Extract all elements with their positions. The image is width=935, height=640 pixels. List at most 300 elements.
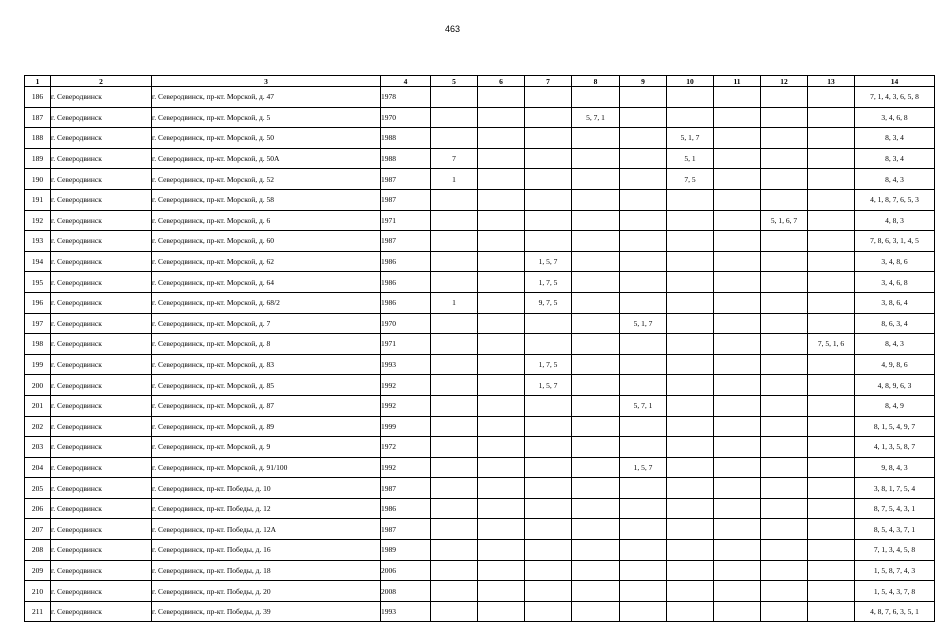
col13-cell: [808, 292, 855, 313]
col8-cell: 5, 7, 1: [572, 107, 620, 128]
col14-cell: 3, 4, 6, 8: [855, 107, 935, 128]
col14-cell: 8, 4, 3: [855, 169, 935, 190]
table-row: [25, 601, 935, 622]
col11-cell: [714, 354, 761, 375]
col9-cell: [620, 540, 667, 561]
col11-cell: [714, 313, 761, 334]
col9-cell: [620, 581, 667, 602]
col14-cell: 8, 5, 4, 3, 7, 1: [855, 519, 935, 540]
col7-cell: 1, 7, 5: [525, 272, 572, 293]
col13-cell: [808, 107, 855, 128]
col7-cell: [525, 498, 572, 519]
year-cell: 1987: [381, 169, 431, 190]
col5-cell: 7: [431, 148, 478, 169]
col12-cell: [761, 87, 808, 108]
city-cell: г. Северодвинск: [51, 189, 152, 210]
col12-cell: [761, 189, 808, 210]
col14-cell: 4, 8, 9, 6, 3: [855, 375, 935, 396]
city-cell: г. Северодвинск: [51, 478, 152, 499]
col6-cell: [478, 560, 525, 581]
column-header: 7: [525, 76, 572, 87]
address-cell: г. Северодвинск, пр-кт. Морской, д. 83: [152, 354, 381, 375]
col6-cell: [478, 313, 525, 334]
row-number-cell: 199: [25, 354, 51, 375]
year-cell: 2008: [381, 581, 431, 602]
table-row: [25, 292, 935, 313]
col8-cell: [572, 375, 620, 396]
table-row: [25, 457, 935, 478]
col7-cell: [525, 231, 572, 252]
col8-cell: [572, 354, 620, 375]
col13-cell: [808, 581, 855, 602]
col13-cell: [808, 540, 855, 561]
col5-cell: [431, 478, 478, 499]
col6-cell: [478, 251, 525, 272]
col8-cell: [572, 251, 620, 272]
col8-cell: [572, 169, 620, 190]
col13-cell: [808, 478, 855, 499]
col5-cell: [431, 354, 478, 375]
col6-cell: [478, 354, 525, 375]
year-cell: 1987: [381, 519, 431, 540]
col9-cell: 1, 5, 7: [620, 457, 667, 478]
col14-cell: 9, 8, 4, 3: [855, 457, 935, 478]
col6-cell: [478, 169, 525, 190]
address-cell: г. Северодвинск, пр-кт. Победы, д. 39: [152, 601, 381, 622]
col11-cell: [714, 457, 761, 478]
col14-cell: 3, 4, 8, 6: [855, 251, 935, 272]
address-cell: г. Северодвинск, пр-кт. Морской, д. 8: [152, 334, 381, 355]
table-row: [25, 437, 935, 458]
col7-cell: [525, 519, 572, 540]
row-number-cell: 198: [25, 334, 51, 355]
table-row: [25, 87, 935, 108]
row-number-cell: 193: [25, 231, 51, 252]
col12-cell: [761, 354, 808, 375]
col10-cell: [667, 107, 714, 128]
col7-cell: [525, 581, 572, 602]
col5-cell: [431, 581, 478, 602]
city-cell: г. Северодвинск: [51, 87, 152, 108]
city-cell: г. Северодвинск: [51, 107, 152, 128]
col5-cell: [431, 519, 478, 540]
col8-cell: [572, 87, 620, 108]
col6-cell: [478, 231, 525, 252]
city-cell: г. Северодвинск: [51, 416, 152, 437]
col13-cell: [808, 416, 855, 437]
col9-cell: 5, 7, 1: [620, 395, 667, 416]
table-row: [25, 395, 935, 416]
col13-cell: [808, 560, 855, 581]
col10-cell: [667, 313, 714, 334]
row-number-cell: 209: [25, 560, 51, 581]
col7-cell: [525, 169, 572, 190]
col11-cell: [714, 375, 761, 396]
col5-cell: [431, 334, 478, 355]
year-cell: 1987: [381, 189, 431, 210]
year-cell: 1989: [381, 540, 431, 561]
col5-cell: [431, 313, 478, 334]
city-cell: г. Северодвинск: [51, 148, 152, 169]
table-row: [25, 560, 935, 581]
row-number-cell: 190: [25, 169, 51, 190]
col6-cell: [478, 416, 525, 437]
col14-cell: 4, 8, 3: [855, 210, 935, 231]
col7-cell: [525, 313, 572, 334]
col5-cell: [431, 498, 478, 519]
col12-cell: [761, 457, 808, 478]
col10-cell: [667, 519, 714, 540]
table-row: [25, 210, 935, 231]
col9-cell: [620, 189, 667, 210]
col9-cell: 5, 1, 7: [620, 313, 667, 334]
city-cell: г. Северодвинск: [51, 128, 152, 149]
col8-cell: [572, 128, 620, 149]
city-cell: г. Северодвинск: [51, 395, 152, 416]
col7-cell: [525, 395, 572, 416]
col13-cell: [808, 498, 855, 519]
col8-cell: [572, 457, 620, 478]
col11-cell: [714, 498, 761, 519]
col13-cell: [808, 128, 855, 149]
col11-cell: [714, 251, 761, 272]
col14-cell: 8, 4, 3: [855, 334, 935, 355]
col5-cell: [431, 128, 478, 149]
col8-cell: [572, 210, 620, 231]
col5-cell: [431, 437, 478, 458]
address-cell: г. Северодвинск, пр-кт. Морской, д. 52: [152, 169, 381, 190]
col14-cell: 1, 5, 4, 3, 7, 8: [855, 581, 935, 602]
col11-cell: [714, 169, 761, 190]
col12-cell: [761, 540, 808, 561]
col7-cell: 1, 5, 7: [525, 251, 572, 272]
year-cell: 1992: [381, 375, 431, 396]
row-number-cell: 188: [25, 128, 51, 149]
col8-cell: [572, 334, 620, 355]
col6-cell: [478, 334, 525, 355]
col10-cell: [667, 601, 714, 622]
city-cell: г. Северодвинск: [51, 581, 152, 602]
col5-cell: [431, 395, 478, 416]
city-cell: г. Северодвинск: [51, 519, 152, 540]
table-row: [25, 416, 935, 437]
col5-cell: [431, 540, 478, 561]
col12-cell: [761, 416, 808, 437]
col8-cell: [572, 231, 620, 252]
year-cell: 1993: [381, 601, 431, 622]
table-row: [25, 107, 935, 128]
col12-cell: [761, 128, 808, 149]
col7-cell: [525, 540, 572, 561]
col11-cell: [714, 601, 761, 622]
col9-cell: [620, 519, 667, 540]
col5-cell: [431, 189, 478, 210]
col9-cell: [620, 601, 667, 622]
city-cell: г. Северодвинск: [51, 437, 152, 458]
col6-cell: [478, 107, 525, 128]
row-number-cell: 195: [25, 272, 51, 293]
col5-cell: [431, 231, 478, 252]
col14-cell: 3, 8, 1, 7, 5, 4: [855, 478, 935, 499]
col10-cell: [667, 457, 714, 478]
col7-cell: [525, 189, 572, 210]
col12-cell: [761, 375, 808, 396]
col7-cell: [525, 560, 572, 581]
col8-cell: [572, 478, 620, 499]
row-number-cell: 194: [25, 251, 51, 272]
table-row: [25, 169, 935, 190]
col14-cell: 7, 1, 3, 4, 5, 8: [855, 540, 935, 561]
col10-cell: [667, 292, 714, 313]
col6-cell: [478, 478, 525, 499]
col14-cell: 7, 8, 6, 3, 1, 4, 5: [855, 231, 935, 252]
address-cell: г. Северодвинск, пр-кт. Морской, д. 58: [152, 189, 381, 210]
col5-cell: [431, 251, 478, 272]
col8-cell: [572, 189, 620, 210]
col9-cell: [620, 560, 667, 581]
table-body: [25, 87, 935, 622]
col12-cell: [761, 437, 808, 458]
address-cell: г. Северодвинск, пр-кт. Морской, д. 68/2: [152, 292, 381, 313]
row-number-cell: 196: [25, 292, 51, 313]
table-row: [25, 478, 935, 499]
col7-cell: [525, 210, 572, 231]
column-header: 8: [572, 76, 620, 87]
table-row: [25, 189, 935, 210]
col12-cell: [761, 251, 808, 272]
column-header: 9: [620, 76, 667, 87]
col14-cell: 1, 5, 8, 7, 4, 3: [855, 560, 935, 581]
col11-cell: [714, 189, 761, 210]
table-row: [25, 128, 935, 149]
col6-cell: [478, 540, 525, 561]
data-table: [24, 75, 935, 622]
col8-cell: [572, 601, 620, 622]
city-cell: г. Северодвинск: [51, 313, 152, 334]
col6-cell: [478, 272, 525, 293]
col8-cell: [572, 519, 620, 540]
col14-cell: 4, 1, 3, 5, 8, 7: [855, 437, 935, 458]
col11-cell: [714, 128, 761, 149]
col14-cell: 3, 8, 6, 4: [855, 292, 935, 313]
col9-cell: [620, 334, 667, 355]
address-cell: г. Северодвинск, пр-кт. Морской, д. 85: [152, 375, 381, 396]
col11-cell: [714, 292, 761, 313]
address-cell: г. Северодвинск, пр-кт. Морской, д. 91/100: [152, 457, 381, 478]
page-number: 463: [444, 24, 461, 34]
col10-cell: 5, 1, 7: [667, 128, 714, 149]
col11-cell: [714, 87, 761, 108]
col12-cell: [761, 395, 808, 416]
col5-cell: 1: [431, 292, 478, 313]
column-header: 3: [152, 76, 381, 87]
col11-cell: [714, 210, 761, 231]
col13-cell: [808, 395, 855, 416]
col6-cell: [478, 375, 525, 396]
column-header: 2: [51, 76, 152, 87]
row-number-cell: 206: [25, 498, 51, 519]
column-header: 4: [381, 76, 431, 87]
col7-cell: [525, 457, 572, 478]
row-number-cell: 189: [25, 148, 51, 169]
col9-cell: [620, 292, 667, 313]
row-number-cell: 204: [25, 457, 51, 478]
col10-cell: [667, 395, 714, 416]
row-number-cell: 200: [25, 375, 51, 396]
col10-cell: [667, 375, 714, 396]
col11-cell: [714, 107, 761, 128]
year-cell: 1978: [381, 87, 431, 108]
city-cell: г. Северодвинск: [51, 169, 152, 190]
year-cell: 1971: [381, 210, 431, 231]
col9-cell: [620, 87, 667, 108]
col14-cell: 4, 8, 7, 6, 3, 5, 1: [855, 601, 935, 622]
col13-cell: [808, 210, 855, 231]
col14-cell: 8, 1, 5, 4, 9, 7: [855, 416, 935, 437]
col14-cell: 8, 6, 3, 4: [855, 313, 935, 334]
col13-cell: [808, 272, 855, 293]
row-number-cell: 186: [25, 87, 51, 108]
col13-cell: [808, 169, 855, 190]
col7-cell: [525, 437, 572, 458]
col9-cell: [620, 354, 667, 375]
col11-cell: [714, 395, 761, 416]
table-row: [25, 354, 935, 375]
col11-cell: [714, 437, 761, 458]
col12-cell: [761, 519, 808, 540]
row-number-cell: 211: [25, 601, 51, 622]
row-number-cell: 203: [25, 437, 51, 458]
col5-cell: [431, 87, 478, 108]
col6-cell: [478, 87, 525, 108]
col6-cell: [478, 148, 525, 169]
table-row: [25, 272, 935, 293]
column-header: 1: [25, 76, 51, 87]
address-cell: г. Северодвинск, пр-кт. Победы, д. 20: [152, 581, 381, 602]
col12-cell: [761, 498, 808, 519]
col7-cell: 1, 5, 7: [525, 375, 572, 396]
col13-cell: 7, 5, 1, 6: [808, 334, 855, 355]
col14-cell: 4, 9, 8, 6: [855, 354, 935, 375]
col9-cell: [620, 272, 667, 293]
col10-cell: [667, 210, 714, 231]
col9-cell: [620, 148, 667, 169]
col12-cell: [761, 148, 808, 169]
col13-cell: [808, 375, 855, 396]
address-cell: г. Северодвинск, пр-кт. Победы, д. 12А: [152, 519, 381, 540]
table-row: [25, 334, 935, 355]
col6-cell: [478, 457, 525, 478]
col5-cell: [431, 375, 478, 396]
col7-cell: 9, 7, 5: [525, 292, 572, 313]
table-row: [25, 231, 935, 252]
col9-cell: [620, 231, 667, 252]
table-row: [25, 540, 935, 561]
col5-cell: [431, 560, 478, 581]
col8-cell: [572, 560, 620, 581]
address-cell: г. Северодвинск, пр-кт. Морской, д. 6: [152, 210, 381, 231]
table-row: [25, 519, 935, 540]
year-cell: 1970: [381, 107, 431, 128]
row-number-cell: 201: [25, 395, 51, 416]
row-number-cell: 187: [25, 107, 51, 128]
col8-cell: [572, 540, 620, 561]
city-cell: г. Северодвинск: [51, 251, 152, 272]
row-number-cell: 205: [25, 478, 51, 499]
city-cell: г. Северодвинск: [51, 210, 152, 231]
row-number-cell: 191: [25, 189, 51, 210]
col14-cell: 8, 4, 9: [855, 395, 935, 416]
address-cell: г. Северодвинск, пр-кт. Победы, д. 18: [152, 560, 381, 581]
address-cell: г. Северодвинск, пр-кт. Победы, д. 12: [152, 498, 381, 519]
col10-cell: [667, 189, 714, 210]
col12-cell: [761, 272, 808, 293]
row-number-cell: 207: [25, 519, 51, 540]
year-cell: 1988: [381, 148, 431, 169]
col8-cell: [572, 292, 620, 313]
col8-cell: [572, 581, 620, 602]
col10-cell: [667, 437, 714, 458]
address-cell: г. Северодвинск, пр-кт. Морской, д. 87: [152, 395, 381, 416]
col14-cell: 8, 3, 4: [855, 128, 935, 149]
year-cell: 1992: [381, 395, 431, 416]
col5-cell: [431, 457, 478, 478]
col6-cell: [478, 292, 525, 313]
col11-cell: [714, 581, 761, 602]
col12-cell: [761, 169, 808, 190]
address-cell: г. Северодвинск, пр-кт. Победы, д. 16: [152, 540, 381, 561]
city-cell: г. Северодвинск: [51, 601, 152, 622]
col7-cell: [525, 107, 572, 128]
col11-cell: [714, 416, 761, 437]
column-header: 12: [761, 76, 808, 87]
city-cell: г. Северодвинск: [51, 540, 152, 561]
col8-cell: [572, 313, 620, 334]
col10-cell: [667, 272, 714, 293]
col8-cell: [572, 437, 620, 458]
address-cell: г. Северодвинск, пр-кт. Морской, д. 47: [152, 87, 381, 108]
col10-cell: [667, 87, 714, 108]
col13-cell: [808, 231, 855, 252]
col13-cell: [808, 148, 855, 169]
col12-cell: [761, 601, 808, 622]
col8-cell: [572, 272, 620, 293]
address-cell: г. Северодвинск, пр-кт. Победы, д. 10: [152, 478, 381, 499]
col9-cell: [620, 437, 667, 458]
address-cell: г. Северодвинск, пр-кт. Морской, д. 64: [152, 272, 381, 293]
col10-cell: [667, 416, 714, 437]
col11-cell: [714, 519, 761, 540]
table-row: [25, 498, 935, 519]
col13-cell: [808, 313, 855, 334]
col13-cell: [808, 189, 855, 210]
col11-cell: [714, 272, 761, 293]
year-cell: 1999: [381, 416, 431, 437]
col8-cell: [572, 395, 620, 416]
col11-cell: [714, 560, 761, 581]
col6-cell: [478, 498, 525, 519]
address-cell: г. Северодвинск, пр-кт. Морской, д. 9: [152, 437, 381, 458]
col8-cell: [572, 148, 620, 169]
col11-cell: [714, 148, 761, 169]
column-header: 10: [667, 76, 714, 87]
year-cell: 1986: [381, 498, 431, 519]
col7-cell: 1, 7, 5: [525, 354, 572, 375]
year-cell: 1970: [381, 313, 431, 334]
row-number-cell: 197: [25, 313, 51, 334]
col7-cell: [525, 87, 572, 108]
col14-cell: 8, 7, 5, 4, 3, 1: [855, 498, 935, 519]
